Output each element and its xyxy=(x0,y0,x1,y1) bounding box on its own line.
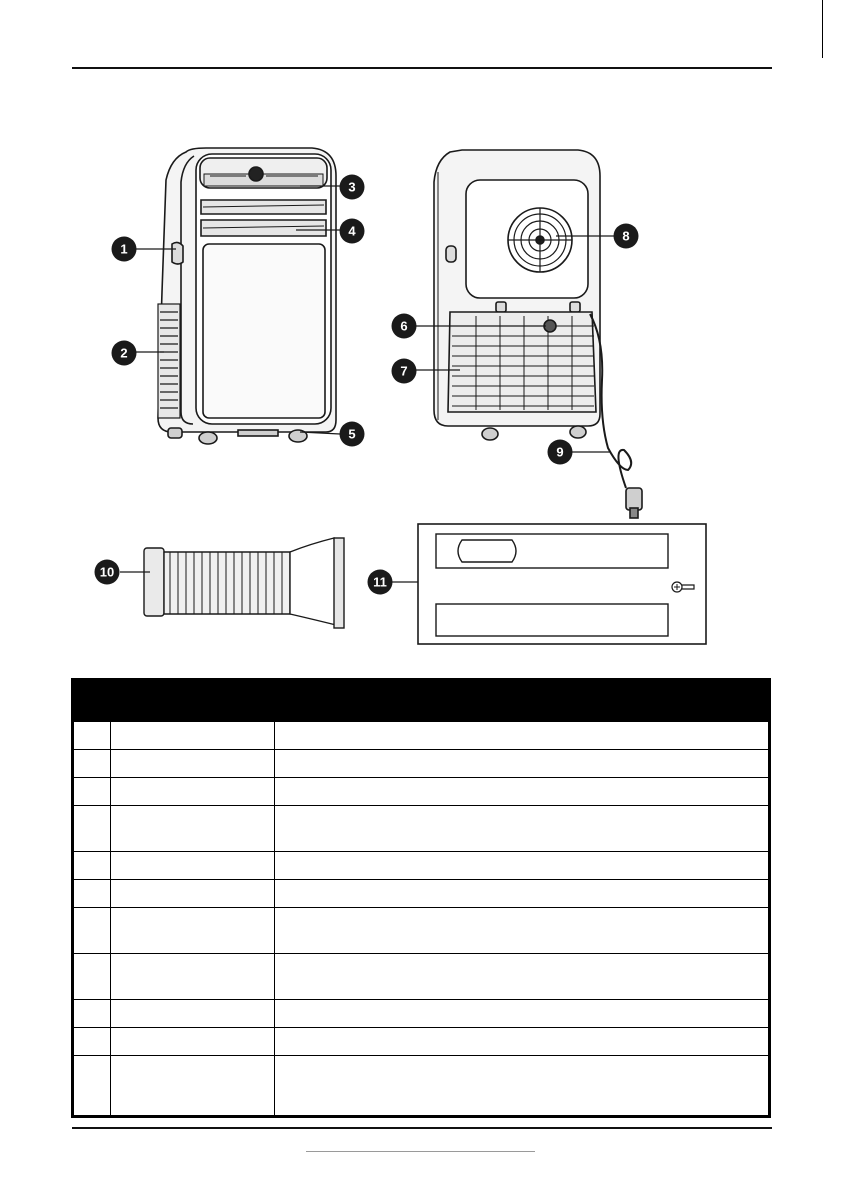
table-row xyxy=(74,1055,768,1115)
callout-5 xyxy=(340,422,365,447)
callout-11 xyxy=(368,570,393,595)
footer-link-underline[interactable] xyxy=(306,1151,535,1152)
callout-7-label: 7 xyxy=(400,363,408,379)
table-row xyxy=(74,1027,768,1055)
table-row xyxy=(74,907,768,953)
callout-9-label: 9 xyxy=(556,444,564,460)
callout-7 xyxy=(392,359,417,384)
table-row xyxy=(74,749,768,777)
table-row xyxy=(74,999,768,1027)
callout-6-label: 6 xyxy=(400,318,408,334)
table-row xyxy=(74,851,768,879)
window-kit-illustration xyxy=(418,524,706,644)
callout-1-label: 1 xyxy=(120,241,128,257)
callout-9 xyxy=(548,440,573,465)
callout-4 xyxy=(340,219,365,244)
callout-10-label: 10 xyxy=(99,564,115,580)
parts-list-table xyxy=(71,678,771,1118)
callout-2-label: 2 xyxy=(120,345,128,361)
parts-table-header xyxy=(74,681,768,722)
table-row xyxy=(74,722,768,749)
callout-6 xyxy=(392,314,417,339)
exhaust-hose-illustration xyxy=(144,538,344,628)
table-row xyxy=(74,777,768,805)
callout-3-label: 3 xyxy=(348,179,356,195)
callout-8 xyxy=(614,224,639,249)
callout-2 xyxy=(112,341,137,366)
callout-8-label: 8 xyxy=(622,228,630,244)
callout-11-label: 11 xyxy=(373,574,387,590)
table-row xyxy=(74,805,768,851)
footer-rule xyxy=(72,1127,772,1129)
callout-5-label: 5 xyxy=(348,426,356,442)
callout-1 xyxy=(112,237,137,262)
callout-4-label: 4 xyxy=(348,223,356,239)
front-unit-illustration xyxy=(158,148,336,444)
table-row xyxy=(74,879,768,907)
callout-3 xyxy=(340,175,365,200)
table-row xyxy=(74,953,768,999)
callout-10 xyxy=(95,560,120,585)
rear-unit-illustration xyxy=(434,150,642,518)
